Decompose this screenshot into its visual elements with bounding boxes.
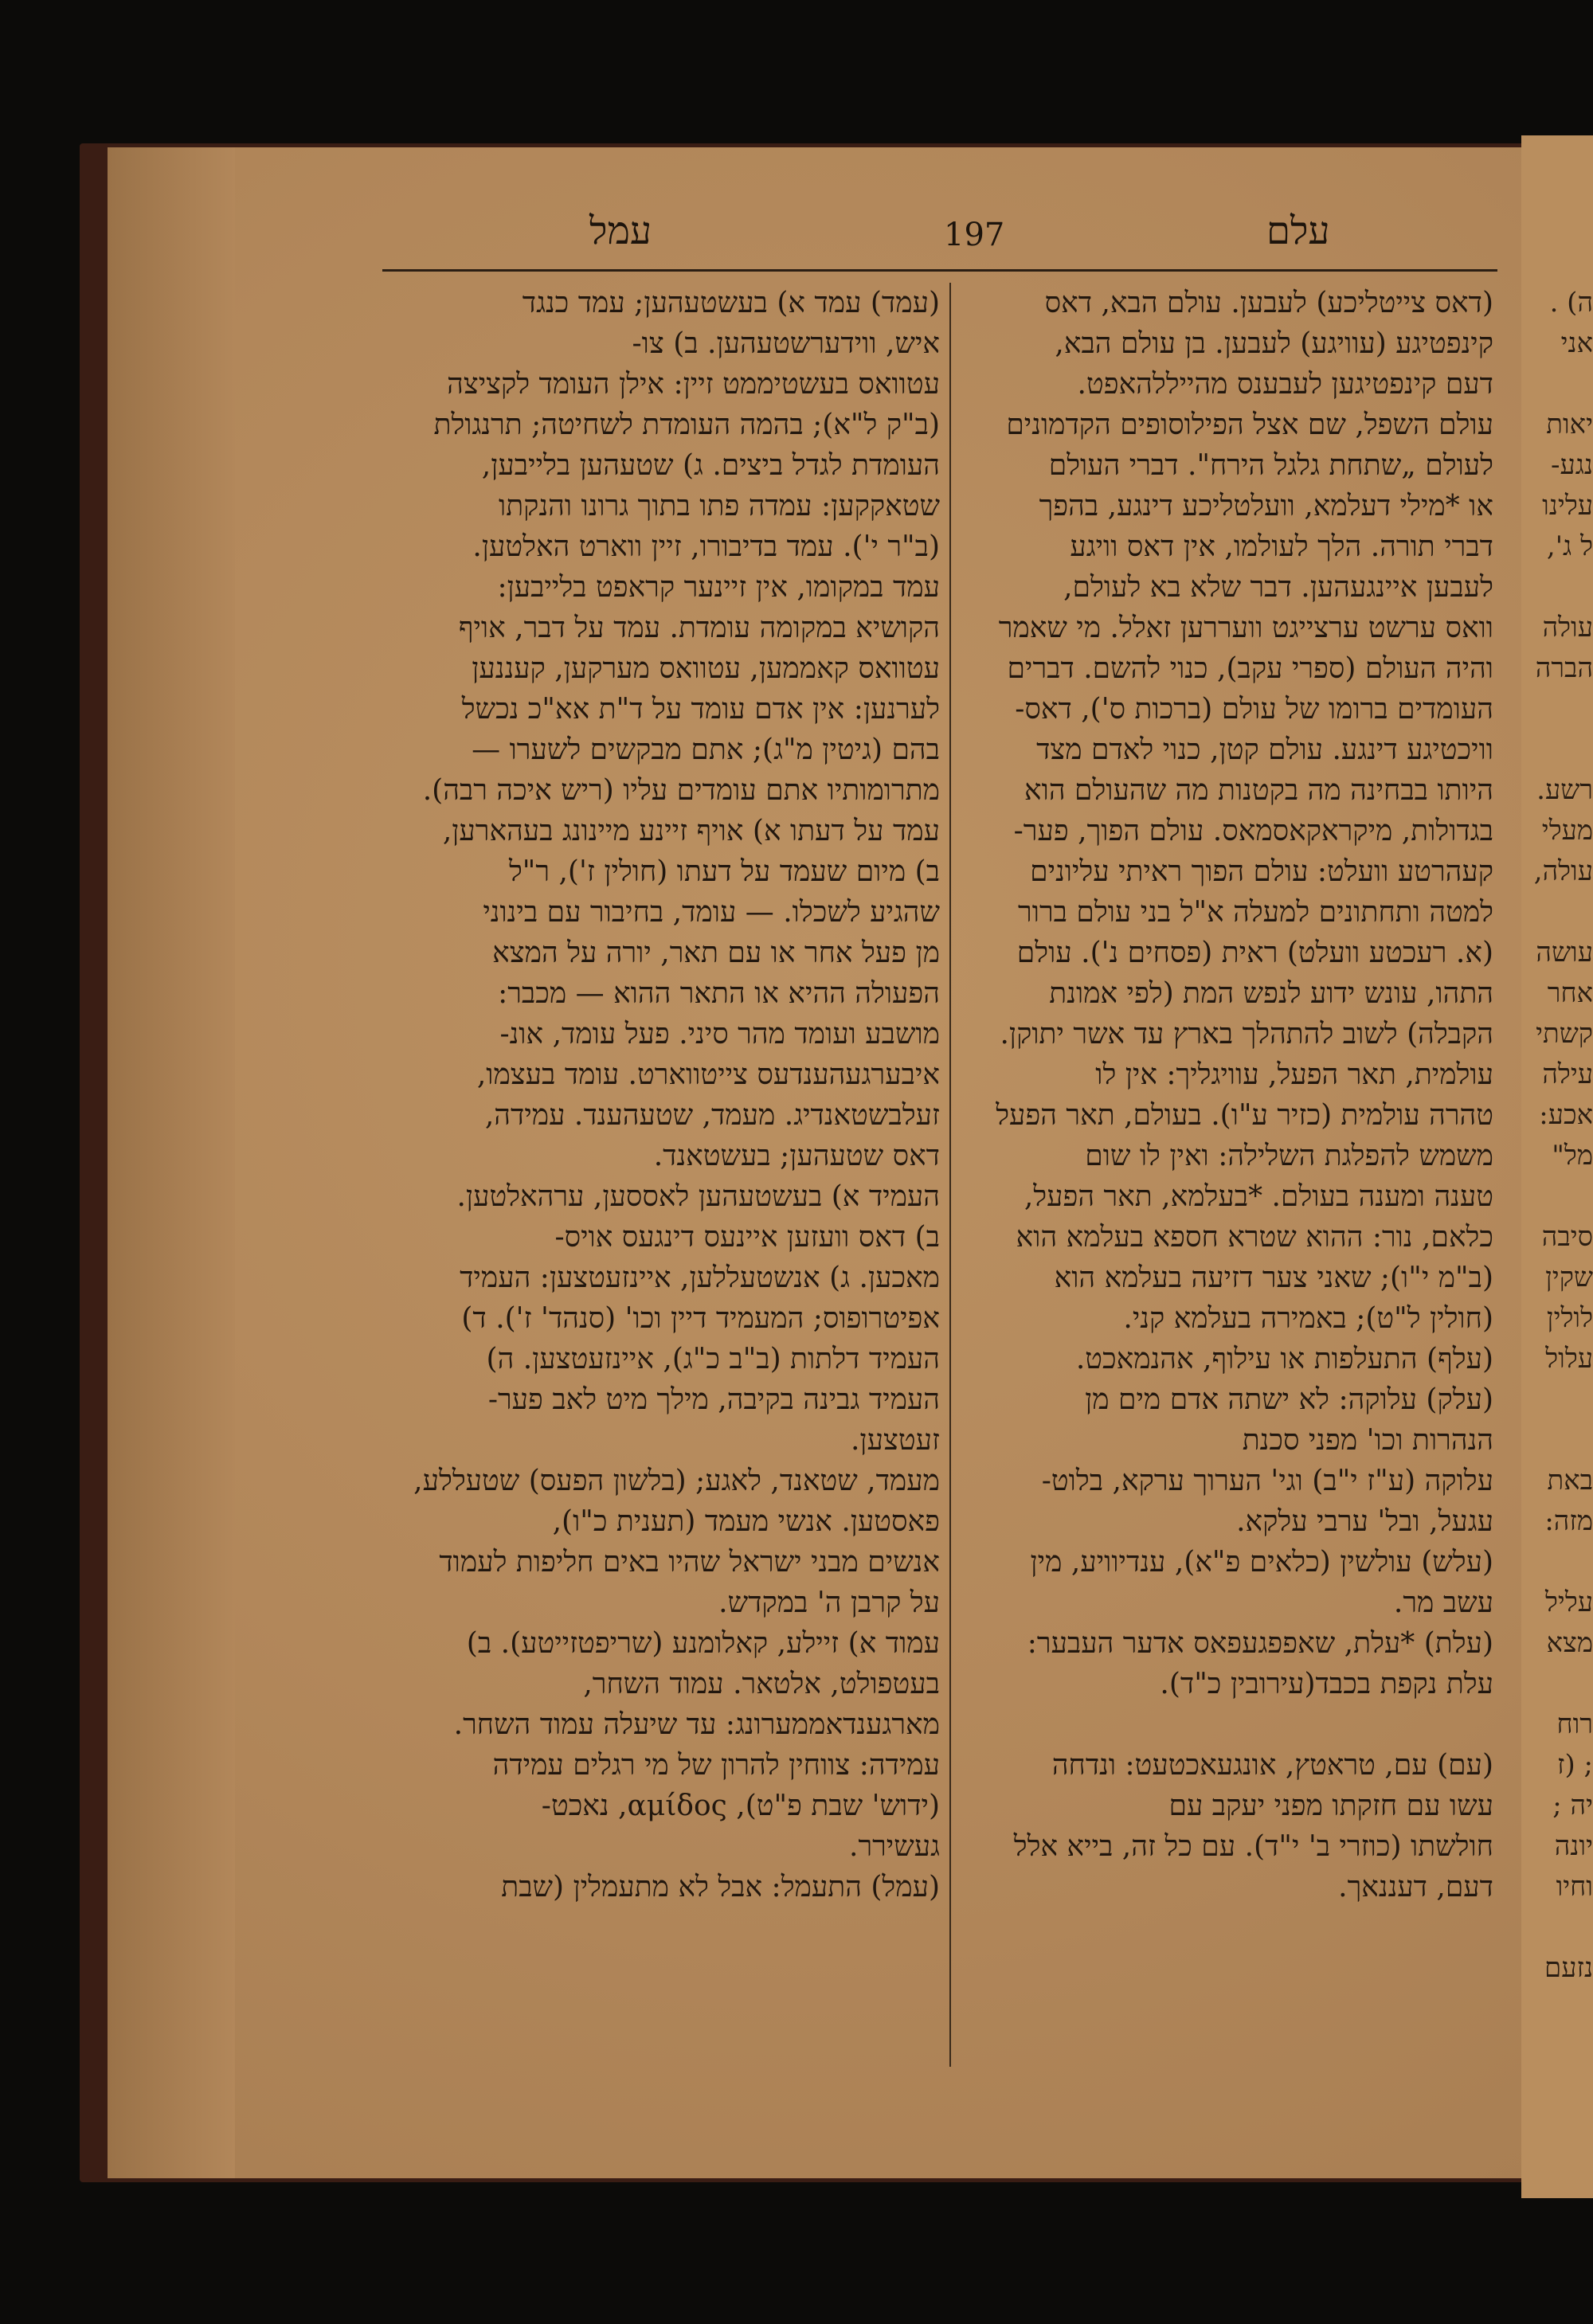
strip-text-line: וחיו [1556,1871,1593,1903]
text-line: מאכען. ג) אנשטעללען, איינזעטצען: העמיד [460,1262,940,1294]
text-line: (עמל) התעמל: אבל לא מתעמלין (שבת [501,1871,940,1903]
strip-text-line: לולין [1546,1302,1593,1334]
strip-text-line: אכע: [1539,1099,1593,1131]
text-line: עמד על דעתו א) אויף זיינע מיינונג בעהארען, [442,815,940,847]
text-line: עמד במקומו, אין זיינער קראפט בלייבען: [497,571,940,604]
text-line [960,1704,1493,1745]
text-line: (עלת) *עלת, שאפפגעפאס אדער העבער: [1027,1627,1493,1660]
text-line: כלאם, נור: ההוא שטרא חספא בעלמא הוא [1016,1221,1493,1254]
strip-text-line: אני [1560,327,1593,359]
text-line: עולמית, תאר הפעל, עוויגליך: אין לו [1095,1058,1493,1091]
page-number: 197 [944,217,1005,253]
text-line: ב) דאס וועזען איינעס דינגעס אויס- [554,1221,940,1254]
text-line: העומדים ברומו של עולם (ברכות ס'), דאס- [1015,693,1493,726]
strip-text-line: ה) . [1549,287,1593,319]
strip-text-line: עלינו [1542,490,1593,522]
text-line: (א. רעכטע וועלט) ראית (פסחים נ'). עולם [1016,937,1493,969]
text-line: או *מילי דעלמא, וועלטליכע דינגע, בהפך [1039,490,1493,522]
right-column [960,283,1493,1907]
text-line: העמיד א) בעשטעהען לאססען, ערהאלטען. [456,1180,940,1213]
text-line: דעם קינפטיגען לעבענס מהייללהאפט. [1077,368,1493,401]
text-line: משמש להפלגת השלילה: ואין לו שום [1085,1140,1493,1172]
text-line: (ב"ר י'). עמד בדיבורו, זיין ווארט האלטען. [472,530,940,563]
text-line: וויכטיגע דינגע. עולם קטן, כנוי לאדם מצד [1036,734,1493,766]
text-line: (ב"מ י"ו); שאני צער דזיעה בעלמא הוא [1054,1262,1493,1294]
strip-text-line: באת [1547,1465,1593,1497]
text-line: מושבע ועומד מהר סיני. פעל עומד, אונ- [499,1018,940,1050]
text-line: היותו בבחינה מה בקטנות מה שהעולם הוא [1024,774,1493,807]
text-line: הנהרות וכו' מפני סכנת [1242,1424,1493,1457]
text-line: עגעל, ובל' ערבי עלקא. [1236,1505,1493,1538]
strip-text-line: עליל [1545,1587,1593,1618]
strip-text-line: ל ג', [1546,530,1593,562]
text-line: (ידוש' שבת פ"ט), αμίδος, נאכט- [541,1790,940,1822]
strip-text-line: מל" [1552,1140,1593,1172]
left-column [382,283,940,1907]
text-line: (ב"ק ל"א); בהמה העומדת לשחיטה; תרנגולת [433,409,940,441]
text-line: עטוואס בעשטיממט זיין: אילן העומד לקציצה [447,368,940,401]
text-line: העמיד דלתות (ב"ב כ"ג), איינזעטצען. ה) [486,1343,940,1375]
strip-text-line: אחר [1547,977,1593,1009]
strip-text-line: עושה [1536,937,1593,968]
strip-text-line: ; (ז [1556,1749,1593,1781]
text-line: מארגענדאממערונג: עד שיעלה עמוד השחר. [453,1708,940,1741]
text-line: (חולין ל"ט); באמירה בעלמא קני. [1123,1302,1493,1335]
text-line: (דאס צייטליכע) לעבען. עולם הבא, דאס [1044,287,1493,319]
text-line: קעהרטע וועלט: עולם הפוך ראיתי עליונים [1030,855,1493,888]
text-line: עולם השפל, שם אצל הפילוסופים הקדמונים [1006,409,1493,441]
column-divider [949,283,951,2067]
text-line: איבערגעהענדעס צייטווארט. עומד בעצמו, [476,1058,940,1091]
strip-text-line: רשע. [1536,774,1593,806]
text-line: קינפטיגע (עוויגע) לעבען. בן עולם הבא, [1055,327,1493,360]
text-line: הקבלה) לשוב להתהלך בארץ עד אשר יתוקן. [1000,1018,1493,1050]
text-line: עמידה: צווחין להרון של מי רגלים עמידה [492,1749,940,1782]
text-line: התהו, עונש ידוע לנפש המת (לפי אמונת [1049,977,1493,1010]
text-line: (עלק) עלוקה: לא ישתה אדם מים מן [1085,1383,1493,1416]
text-line: לעבען איינגעהען. דבר שלא בא לעולם, [1063,571,1493,604]
strip-text-line: מעלי [1541,815,1593,847]
text-line: עלוקה (ע"ז י"ב) וגי' הערוך ערקא, בלוט- [1041,1465,1493,1497]
next-page-strip [1521,135,1593,2198]
text-line: (עמד) עמד א) בעשטעהען; עמד כנגד [522,287,940,319]
text-line: בהם (גיטין מ"ג); אתם מבקשים לשערו — [472,734,940,766]
text-line: (עלף) התעלפות או עילוף, אהנמאכט. [1075,1343,1493,1375]
text-line: הקושיא במקומה עומדת. עמד על דבר, אויף [458,612,940,644]
text-line: שהגיע לשכלו. — עומד, בחיבור עם בינוני [483,896,940,929]
text-line: דעם, דעננאך. [1338,1871,1493,1903]
text-line: זעלבשטאנדיג. מעמד, שטעהענד. עמידה, [484,1099,940,1132]
strip-text-line: שקין [1545,1262,1593,1293]
text-line: אנשים מבני ישראל שהיו באים חליפות לעמוד [439,1546,940,1579]
text-line: עלת נקפת בכבד(עירובין כ"ד). [1160,1668,1493,1700]
text-line: העומדת לגדל ביצים. ג) שטעהען בלייבען, [481,449,940,482]
text-line: דברי תורה. הלך לעולמו, אין דאס וויגע [1070,530,1493,563]
text-line: עשו עם חזקתו מפני יעקב עם [1168,1790,1493,1822]
text-line: והיה העולם (ספרי עקב), כנוי להשם. דברים [1007,652,1493,685]
text-line: (עם) עם, טראטץ, אונגעאכטעט: ונדחה [1051,1749,1493,1782]
text-line: ב) מיום שעמד על דעתו (חולין ז'), ר"ל [508,855,940,888]
running-head-right: עלם [1266,209,1330,253]
header-rule [382,269,1497,272]
text-line: טהרה עולמית (כזיר ע"ו). בעולם, תאר הפעל [996,1099,1493,1132]
strip-text-line: נזעם [1544,1952,1593,1984]
text-line: געשירר. [849,1830,940,1863]
text-line: פאסטען. אנשי מעמד (תענית כ"ו), [552,1505,940,1538]
strip-text-line: נגע- [1550,449,1593,481]
strip-text-line: רוח [1556,1708,1593,1740]
strip-text-line: יה ; [1552,1790,1593,1821]
strip-text-line: יונה [1554,1830,1593,1862]
text-line: למטה ותחתונים למעלה א"ל בני עולם ברור [1018,896,1493,929]
strip-text-line: מצא [1546,1627,1593,1659]
text-line: טענה ומענה בעולם. *בעלמא, תאר הפעל, [1024,1180,1493,1213]
text-line: דאס שטעהען; בעשטאנד. [653,1140,940,1172]
text-line: שטאקקען: עמדה פתו בתוך גרונו והנקתו [499,490,940,522]
text-line: עשב מר. [1393,1587,1493,1619]
text-line: עמוד א) זיילע, קאלומנע (שריפטזייטע). ב) [466,1627,940,1660]
text-line: לעולם „שתחת גלגל הירח". דברי העולם [1048,449,1493,482]
text-line: מן פעל אחר או עם תאר, יורה על המצא [492,937,940,969]
strip-text-line: יאות [1546,409,1593,440]
strip-text-line: עלול [1545,1343,1593,1375]
text-line: אפיטרופוס; המעמיד דיין וכו' (סנהד' ז'). ד) [461,1302,940,1335]
strip-text-line: עולה [1542,612,1593,644]
text-line: זעטצען. [850,1424,940,1457]
page-gutter-edge [108,147,235,2178]
text-line: בגדולות, מיקראקאסמאס. עולם הפוך, פער- [1013,815,1493,847]
text-line: מתרומותיו אתם עומדים עליו (ריש איכה רבה). [422,774,940,807]
text-line: הפעולה ההיא או התאר ההוא — מכבר: [498,977,940,1010]
strip-text-line: הברה [1535,652,1593,684]
strip-text-line: עילה [1542,1058,1593,1090]
text-line: איש, ווידערשטעהען. ב) צו- [632,327,940,360]
text-line: מעמד, שטאנד, לאגע; (בלשון הפעס) שטעללע, [413,1465,940,1497]
text-line: העמיד גבינה בקיבה, מילך מיט לאב פער- [487,1383,940,1416]
text-line: עטוואס קאממען, עטוואס מערקען, קעננען [472,652,940,685]
text-line: חולשתו (כוזרי ב' י"ד). עם כל זה, בייא אלל [1013,1830,1493,1863]
strip-text-line: עולה, [1533,855,1593,887]
strip-text-line: מזה: [1544,1505,1593,1537]
text-line: (עלש) עולשין (כלאים פ"א), ענדיוויע, מין [1030,1546,1493,1579]
running-head-left: עמל [589,209,652,253]
text-line: בעטפולט, אלטאר. עמוד השחר, [583,1668,940,1700]
text-line: וואס ערשט ערצייגט וועררען זאלל. מי שאמר [998,612,1493,644]
text-line: על קרבן ה' במקדש. [718,1587,940,1619]
strip-text-line: סיבה [1541,1221,1593,1253]
text-line: לערנען: אין אדם עומד על ד"ת אא"כ נכשל [461,693,940,726]
strip-text-line: קשתי [1536,1018,1593,1050]
